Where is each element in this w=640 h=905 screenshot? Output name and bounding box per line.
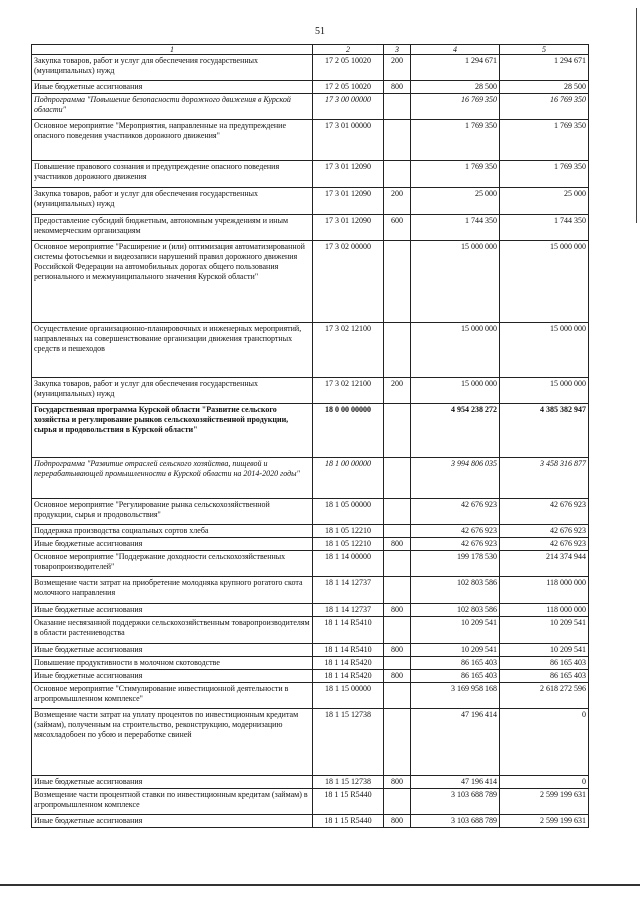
table-row <box>32 215 589 241</box>
row-expense-type-cell: 200 <box>384 55 411 81</box>
table-row <box>32 323 589 378</box>
row-expense-type-cell <box>384 683 411 709</box>
row-expense-type-cell <box>384 499 411 525</box>
row-amount-2018-cell: 10 209 541 <box>411 617 500 644</box>
table-row <box>32 604 589 617</box>
row-amount-2018-cell: 47 196 414 <box>411 776 500 789</box>
row-amount-2019-cell: 10 209 541 <box>500 617 589 644</box>
row-amount-2018-cell: 47 196 414 <box>411 709 500 776</box>
row-code-cell: 18 1 00 00000 <box>313 458 384 499</box>
row-name-cell: Осуществление организационно-планировочных и инженерных мероприятий, направленных на совершенствование организации движения транспортных средств и пешеходов <box>32 323 313 378</box>
row-code-cell: 18 1 15 R5440 <box>313 815 384 828</box>
row-expense-type-cell <box>384 120 411 161</box>
row-name-cell: Основное мероприятие "Мероприятия, направленные на предупреждение опасного поведения участников дорожного движения" <box>32 120 313 161</box>
row-expense-type-cell <box>384 551 411 577</box>
row-amount-2019-cell: 15 000 000 <box>500 378 589 404</box>
row-expense-type-cell <box>384 617 411 644</box>
row-amount-2018-cell: 3 103 688 789 <box>411 789 500 815</box>
row-name-cell: Закупка товаров, работ и услуг для обеспечения государственных (муниципальных) нужд <box>32 378 313 404</box>
row-name-cell: Возмещение части затрат на уплату процентов по инвестиционным кредитам (займам), полученным на строительство, реконструкцию, модернизацию мясохладобоен по убою и переработке свиней <box>32 709 313 776</box>
table-row <box>32 683 589 709</box>
row-code-cell: 18 1 14 R5410 <box>313 644 384 657</box>
row-code-cell: 17 3 00 00000 <box>313 94 384 120</box>
row-code-cell: 17 3 01 12090 <box>313 161 384 188</box>
row-amount-2018-cell: 1 769 350 <box>411 161 500 188</box>
row-expense-type-cell: 800 <box>384 815 411 828</box>
table-row <box>32 404 589 458</box>
row-code-cell: 17 3 01 12090 <box>313 188 384 215</box>
header-col-5: 5 <box>500 45 589 55</box>
table-row <box>32 525 589 538</box>
row-name-cell: Подпрограмма "Повышение безопасности дорожного движения в Курской области" <box>32 94 313 120</box>
row-name-cell: Иные бюджетные ассигнования <box>32 538 313 551</box>
row-amount-2018-cell: 42 676 923 <box>411 499 500 525</box>
row-amount-2019-cell: 1 294 671 <box>500 55 589 81</box>
row-expense-type-cell <box>384 404 411 458</box>
row-amount-2019-cell: 2 599 199 631 <box>500 789 589 815</box>
row-amount-2018-cell: 3 169 958 168 <box>411 683 500 709</box>
table-row <box>32 538 589 551</box>
table-row <box>32 81 589 94</box>
header-col-3: 3 <box>384 45 411 55</box>
table-row <box>32 551 589 577</box>
row-expense-type-cell: 800 <box>384 776 411 789</box>
row-amount-2019-cell: 1 769 350 <box>500 161 589 188</box>
row-amount-2018-cell: 10 209 541 <box>411 644 500 657</box>
row-name-cell: Государственная программа Курской области "Развитие сельского хозяйства и регулирование рынков сельскохозяйственной продукции, сырья и продовольствия в Курской области" <box>32 404 313 458</box>
row-expense-type-cell: 200 <box>384 378 411 404</box>
row-name-cell: Иные бюджетные ассигнования <box>32 644 313 657</box>
table-row <box>32 709 589 776</box>
row-expense-type-cell: 600 <box>384 215 411 241</box>
row-amount-2019-cell: 2 618 272 596 <box>500 683 589 709</box>
row-code-cell: 18 1 14 00000 <box>313 551 384 577</box>
row-expense-type-cell: 200 <box>384 188 411 215</box>
table-header-row <box>32 45 589 55</box>
row-amount-2019-cell: 0 <box>500 776 589 789</box>
row-name-cell: Иные бюджетные ассигнования <box>32 81 313 94</box>
row-name-cell: Оказание несвязанной поддержки сельскохозяйственным товаропроизводителям в области растениеводства <box>32 617 313 644</box>
row-name-cell: Основное мероприятие "Расширение и (или) оптимизация автоматизированной системы фотосъемки и видеозаписи нарушений правил дорожного движения Российской Федерации на автомобильных дорогах общего пользования регионального и межмуниципального значения Курской области" <box>32 241 313 323</box>
row-expense-type-cell <box>384 789 411 815</box>
header-col-1: 1 <box>32 45 313 55</box>
row-name-cell: Возмещение части затрат на приобретение молодняка крупного рогатого скота молочного направления <box>32 577 313 604</box>
row-code-cell: 18 1 05 12210 <box>313 525 384 538</box>
row-amount-2018-cell: 86 165 403 <box>411 670 500 683</box>
row-code-cell: 17 3 01 12090 <box>313 215 384 241</box>
row-code-cell: 17 2 05 10020 <box>313 55 384 81</box>
row-amount-2018-cell: 3 994 806 035 <box>411 458 500 499</box>
row-amount-2018-cell: 86 165 403 <box>411 657 500 670</box>
row-amount-2018-cell: 4 954 238 272 <box>411 404 500 458</box>
row-expense-type-cell <box>384 458 411 499</box>
row-code-cell: 18 1 14 R5420 <box>313 670 384 683</box>
row-amount-2019-cell: 1 769 350 <box>500 120 589 161</box>
row-name-cell: Закупка товаров, работ и услуг для обеспечения государственных (муниципальных) нужд <box>32 188 313 215</box>
page-number: 51 <box>315 26 325 37</box>
budget-table-body <box>32 45 589 828</box>
row-amount-2019-cell: 42 676 923 <box>500 499 589 525</box>
row-amount-2019-cell: 16 769 350 <box>500 94 589 120</box>
row-amount-2018-cell: 102 803 586 <box>411 577 500 604</box>
table-row <box>32 644 589 657</box>
table-row <box>32 55 589 81</box>
row-code-cell: 18 1 14 12737 <box>313 604 384 617</box>
row-name-cell: Предоставление субсидий бюджетным, автономным учреждениям и иным некоммерческим организациям <box>32 215 313 241</box>
table-row <box>32 789 589 815</box>
row-name-cell: Подпрограмма "Развитие отраслей сельского хозяйства, пищевой и перерабатывающей промышленности в Курской области на 2014-2020 годы" <box>32 458 313 499</box>
row-name-cell: Иные бюджетные ассигнования <box>32 604 313 617</box>
row-code-cell: 17 3 02 12100 <box>313 378 384 404</box>
table-row <box>32 458 589 499</box>
row-amount-2018-cell: 102 803 586 <box>411 604 500 617</box>
row-name-cell: Иные бюджетные ассигнования <box>32 815 313 828</box>
row-expense-type-cell: 800 <box>384 81 411 94</box>
row-amount-2019-cell: 15 000 000 <box>500 323 589 378</box>
row-expense-type-cell <box>384 709 411 776</box>
row-amount-2018-cell: 1 294 671 <box>411 55 500 81</box>
row-amount-2019-cell: 118 000 000 <box>500 604 589 617</box>
table-row <box>32 161 589 188</box>
row-amount-2019-cell: 2 599 199 631 <box>500 815 589 828</box>
table-row <box>32 617 589 644</box>
table-row <box>32 378 589 404</box>
table-row <box>32 776 589 789</box>
row-amount-2019-cell: 86 165 403 <box>500 657 589 670</box>
row-code-cell: 18 1 14 R5420 <box>313 657 384 670</box>
row-code-cell: 17 2 05 10020 <box>313 81 384 94</box>
row-code-cell: 18 1 15 12738 <box>313 776 384 789</box>
row-name-cell: Основное мероприятие "Регулирование рынка сельскохозяйственной продукции, сырья и продовольствия" <box>32 499 313 525</box>
table-row <box>32 577 589 604</box>
row-amount-2018-cell: 1 744 350 <box>411 215 500 241</box>
row-amount-2018-cell: 42 676 923 <box>411 525 500 538</box>
row-amount-2018-cell: 15 000 000 <box>411 323 500 378</box>
table-row <box>32 188 589 215</box>
row-amount-2019-cell: 42 676 923 <box>500 538 589 551</box>
row-amount-2019-cell: 214 374 944 <box>500 551 589 577</box>
table-row <box>32 241 589 323</box>
row-amount-2019-cell: 25 000 <box>500 188 589 215</box>
row-code-cell: 17 3 01 00000 <box>313 120 384 161</box>
row-amount-2018-cell: 16 769 350 <box>411 94 500 120</box>
bottom-rule <box>0 884 640 886</box>
table-row <box>32 499 589 525</box>
row-amount-2018-cell: 199 178 530 <box>411 551 500 577</box>
row-expense-type-cell <box>384 577 411 604</box>
row-name-cell: Возмещение части процентной ставки по инвестиционным кредитам (займам) в агропромышленном комплексе <box>32 789 313 815</box>
row-amount-2018-cell: 15 000 000 <box>411 241 500 323</box>
row-amount-2018-cell: 3 103 688 789 <box>411 815 500 828</box>
row-code-cell: 18 1 05 12210 <box>313 538 384 551</box>
row-amount-2019-cell: 0 <box>500 709 589 776</box>
row-amount-2019-cell: 3 458 316 877 <box>500 458 589 499</box>
header-col-4: 4 <box>411 45 500 55</box>
header-col-2: 2 <box>313 45 384 55</box>
row-expense-type-cell <box>384 525 411 538</box>
table-row <box>32 670 589 683</box>
row-name-cell: Иные бюджетные ассигнования <box>32 776 313 789</box>
row-expense-type-cell <box>384 161 411 188</box>
row-code-cell: 18 1 15 R5440 <box>313 789 384 815</box>
row-amount-2019-cell: 118 000 000 <box>500 577 589 604</box>
row-amount-2019-cell: 42 676 923 <box>500 525 589 538</box>
row-code-cell: 17 3 02 00000 <box>313 241 384 323</box>
row-name-cell: Закупка товаров, работ и услуг для обеспечения государственных (муниципальных) нужд <box>32 55 313 81</box>
row-name-cell: Повышение правового сознания и предупреждение опасного поведения участников дорожного движения <box>32 161 313 188</box>
row-code-cell: 17 3 02 12100 <box>313 323 384 378</box>
row-amount-2019-cell: 86 165 403 <box>500 670 589 683</box>
row-amount-2019-cell: 15 000 000 <box>500 241 589 323</box>
row-expense-type-cell <box>384 657 411 670</box>
row-expense-type-cell <box>384 94 411 120</box>
row-amount-2018-cell: 1 769 350 <box>411 120 500 161</box>
row-amount-2019-cell: 28 500 <box>500 81 589 94</box>
row-code-cell: 18 1 15 00000 <box>313 683 384 709</box>
row-code-cell: 18 1 14 12737 <box>313 577 384 604</box>
row-expense-type-cell: 800 <box>384 670 411 683</box>
row-code-cell: 18 1 14 R5410 <box>313 617 384 644</box>
row-expense-type-cell: 800 <box>384 604 411 617</box>
row-amount-2018-cell: 28 500 <box>411 81 500 94</box>
row-amount-2019-cell: 10 209 541 <box>500 644 589 657</box>
row-amount-2018-cell: 15 000 000 <box>411 378 500 404</box>
row-name-cell: Поддержка производства социальных сортов хлеба <box>32 525 313 538</box>
table-row <box>32 120 589 161</box>
row-amount-2018-cell: 25 000 <box>411 188 500 215</box>
table-row <box>32 815 589 828</box>
row-expense-type-cell <box>384 323 411 378</box>
row-expense-type-cell: 800 <box>384 644 411 657</box>
row-amount-2019-cell: 1 744 350 <box>500 215 589 241</box>
row-name-cell: Основное мероприятие "Стимулирование инвестиционной деятельности в агропромышленном комплексе" <box>32 683 313 709</box>
row-amount-2018-cell: 42 676 923 <box>411 538 500 551</box>
table-row <box>32 657 589 670</box>
row-code-cell: 18 1 15 12738 <box>313 709 384 776</box>
row-name-cell: Иные бюджетные ассигнования <box>32 670 313 683</box>
table-row <box>32 94 589 120</box>
row-name-cell: Повышение продуктивности в молочном скотоводстве <box>32 657 313 670</box>
row-expense-type-cell <box>384 241 411 323</box>
row-amount-2019-cell: 4 385 382 947 <box>500 404 589 458</box>
row-code-cell: 18 0 00 00000 <box>313 404 384 458</box>
budget-table <box>31 44 589 828</box>
row-code-cell: 18 1 05 00000 <box>313 499 384 525</box>
margin-line <box>636 8 637 223</box>
row-name-cell: Основное мероприятие "Поддержание доходности сельскохозяйственных товаропроизводителей" <box>32 551 313 577</box>
row-expense-type-cell: 800 <box>384 538 411 551</box>
